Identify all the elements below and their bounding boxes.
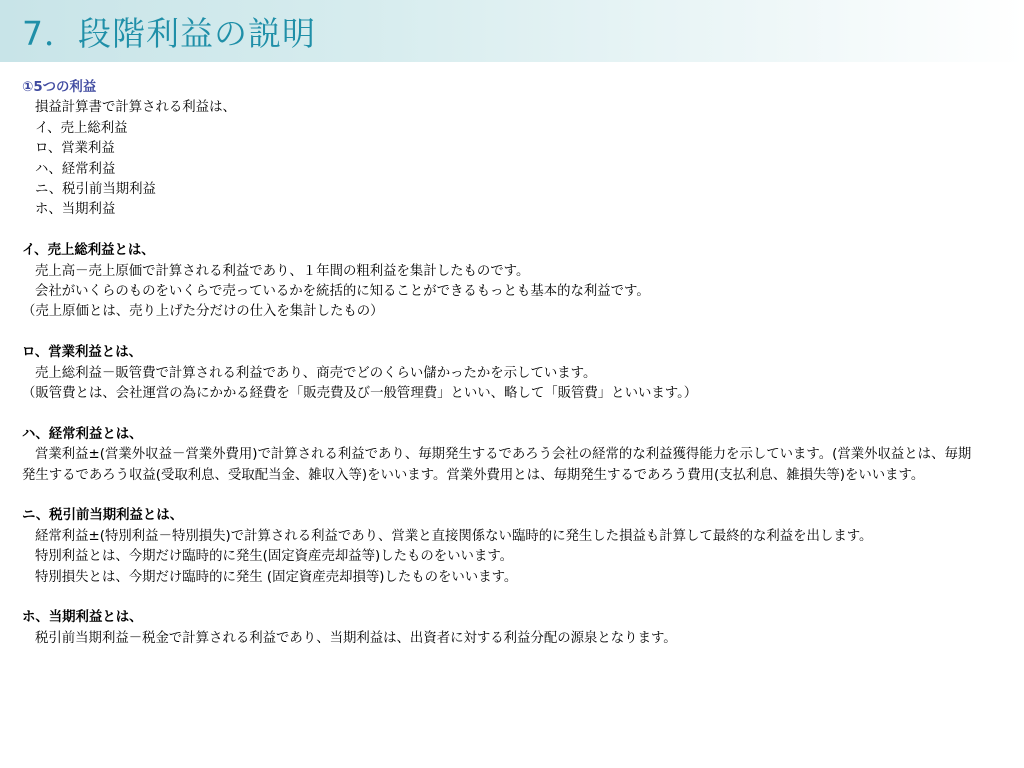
- blank-line: [22, 323, 984, 343]
- blank-line: [22, 221, 984, 241]
- body-text: 売上総利益－販管費で計算される利益であり、商売でどのくらい儲かったかを示しています。: [35, 365, 597, 381]
- slide-header: [0, 0, 1024, 62]
- body-text: 営業利益±(営業外収益－営業外費用)で計算される利益であり、毎期発生するであろう会社の経常的な利益獲得能力を示しています。(営業外収益とは、毎期発生するであろう収益(受取利息、受取配当金、雑収入等)をいいます。営業外費用とは、毎期発生するであろう費用(支払利息、雑損失等)をいいます。: [22, 447, 972, 483]
- note-text: （販管費とは、会社運営の為にかかる経費を「販売費及び一般管理費」といい、略して「販管費」といいます。）: [22, 386, 698, 402]
- section-subheading: ①5つの利益: [22, 80, 97, 95]
- slide-title: 7．段階利益の説明: [22, 14, 316, 53]
- note-text: （売上原価とは、売り上げた分だけの仕入を集計したもの）: [22, 304, 384, 320]
- body-text: 損益計算書で計算される利益は、: [35, 100, 236, 116]
- blank-line: [22, 486, 984, 506]
- body-text: 税引前当期利益－税金で計算される利益であり、当期利益は、出資者に対する利益分配の源泉となります。: [35, 630, 677, 646]
- body-text: 特別損失とは、今期だけ臨時的に発生 (固定資産売却損等)したものをいいます。: [35, 569, 518, 585]
- body-text: ロ、営業利益: [35, 141, 115, 157]
- body-text: ニ、税引前当期利益: [35, 182, 156, 198]
- blank-line: [22, 404, 984, 424]
- blank-line: [22, 588, 984, 608]
- slide-body: [22, 78, 984, 649]
- section-heading: ロ、営業利益とは、: [22, 345, 142, 361]
- body-text: 売上高－売上原価で計算される利益であり、１年間の粗利益を集計したものです。: [35, 263, 530, 279]
- body-text: ハ、経常利益: [35, 161, 116, 177]
- section-heading: ニ、税引前当期利益とは、: [22, 508, 184, 524]
- section-heading: イ、売上総利益とは、: [22, 243, 155, 259]
- section-heading: ホ、当期利益とは、: [22, 610, 143, 626]
- body-text: 特別利益とは、今期だけ臨時的に発生(固定資産売却益等)したものをいいます。: [35, 549, 514, 565]
- section-heading: ハ、経常利益とは、: [22, 426, 143, 442]
- body-text: ホ、当期利益: [35, 202, 116, 218]
- body-text: 経常利益±(特別利益－特別損失)で計算される利益であり、営業と直接関係ない臨時的に発生した損益も計算して最終的な利益を出します。: [35, 528, 873, 544]
- body-text: 会社がいくらのものをいくらで売っているかを統括的に知ることができるもっとも基本的な利益です。: [35, 284, 650, 300]
- body-text: イ、売上総利益: [35, 120, 128, 136]
